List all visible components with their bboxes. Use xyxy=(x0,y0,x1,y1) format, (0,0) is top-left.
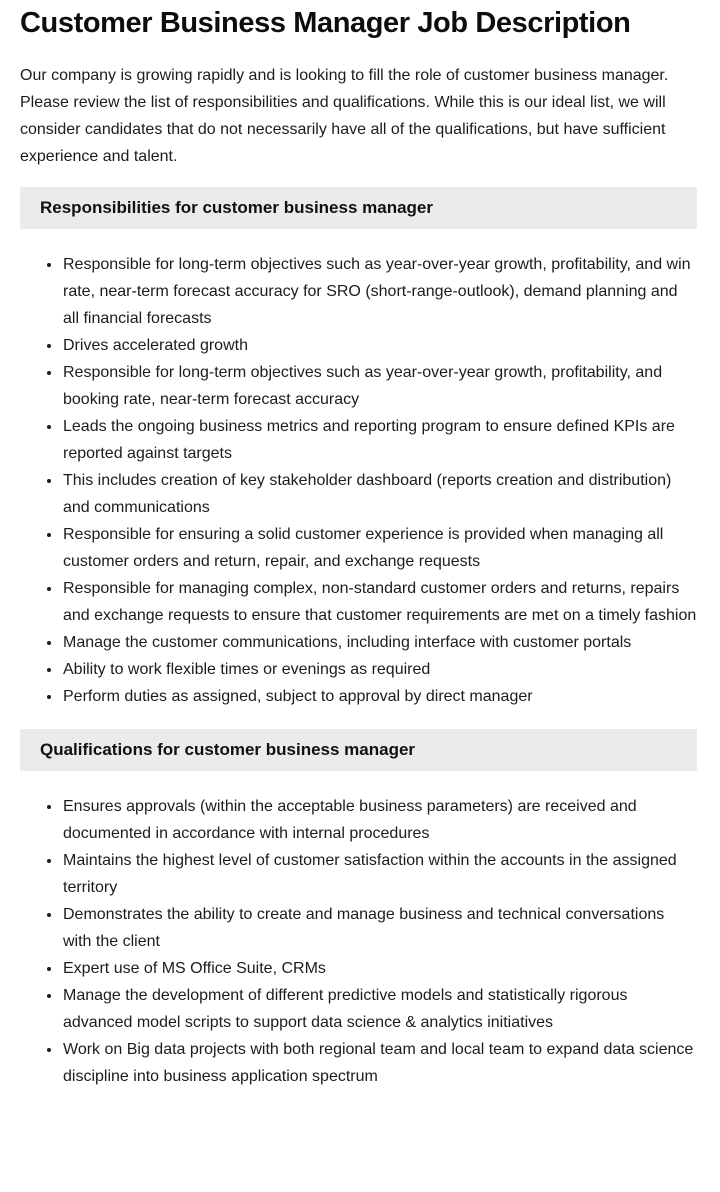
list-item: • Leads the ongoing business metrics and reporting program to ensure defined KPIs are reported against targets xyxy=(62,413,697,467)
list-item: • Ability to work flexible times or evenings as required xyxy=(62,656,697,683)
list-item: • Manage the customer communications, including interface with customer portals xyxy=(62,629,697,656)
list-item: • Perform duties as assigned, subject to approval by direct manager xyxy=(62,683,697,710)
list-item: • This includes creation of key stakeholder dashboard (reports creation and distribution) and communications xyxy=(62,467,697,521)
list-item: • Responsible for long-term objectives such as year-over-year growth, profitability, and booking rate, near-term forecast accuracy xyxy=(62,359,697,413)
qualifications-header: Qualifications for customer business manager xyxy=(20,729,697,771)
qualifications-list xyxy=(20,793,697,1090)
list-item: • Work on Big data projects with both regional team and local team to expand data science discipline into business application spectrum xyxy=(62,1036,697,1090)
list-item: • Ensures approvals (within the acceptable business parameters) are received and documented in accordance with internal procedures xyxy=(62,793,697,847)
list-item: • Manage the development of different predictive models and statistically rigorous advanced model scripts to support data science & analytics initiatives xyxy=(62,982,697,1036)
list-item: • Demonstrates the ability to create and manage business and technical conversations with the client xyxy=(62,901,697,955)
list-item: • Drives accelerated growth xyxy=(62,332,697,359)
section-qualifications xyxy=(20,729,697,1090)
responsibilities-list xyxy=(20,251,697,710)
list-item: • Maintains the highest level of customer satisfaction within the accounts in the assigned territory xyxy=(62,847,697,901)
section-responsibilities xyxy=(20,187,697,710)
responsibilities-header: Responsibilities for customer business manager xyxy=(20,187,697,229)
list-item: • Responsible for ensuring a solid customer experience is provided when managing all customer orders and return, repair, and exchange requests xyxy=(62,521,697,575)
list-item: • Responsible for managing complex, non-standard customer orders and returns, repairs and exchange requests to ensure that customer requirements are met on a timely fashion xyxy=(62,575,697,629)
list-item: • Responsible for long-term objectives such as year-over-year growth, profitability, and win rate, near-term forecast accuracy for SRO (short-range-outlook), demand planning and all financial forecasts xyxy=(62,251,697,332)
intro-paragraph: Our company is growing rapidly and is looking to fill the role of customer business manager. Please review the list of responsibilities and qualifications. While this is our ideal list, we will consider candidates that do not necessarily have all of the qualifications, but have sufficient experience and talent. xyxy=(20,67,669,166)
list-item: • Expert use of MS Office Suite, CRMs xyxy=(62,955,697,982)
page-title: Customer Business Manager Job Description xyxy=(20,7,631,39)
